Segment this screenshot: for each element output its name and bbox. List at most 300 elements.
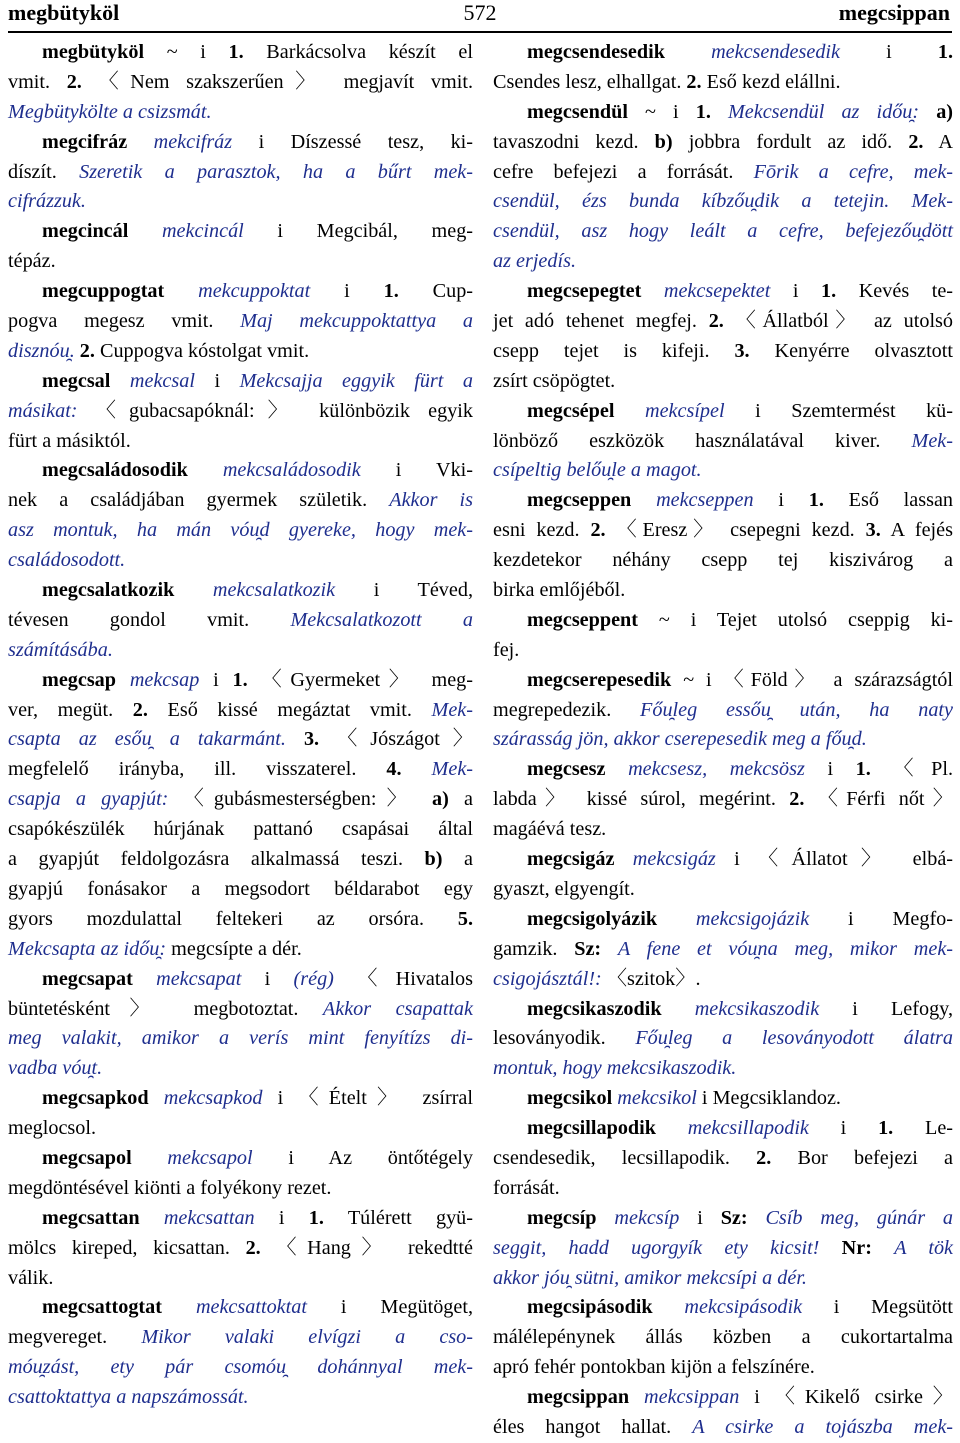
entry-first-line bbox=[8, 1204, 473, 1234]
entry-line bbox=[493, 875, 953, 905]
body-text: gyors mozdulattal feltekeri az orsóra. bbox=[8, 907, 458, 930]
entry-line bbox=[8, 935, 473, 965]
entry-line bbox=[493, 427, 953, 457]
entry-line bbox=[8, 1114, 473, 1144]
entry-first-line bbox=[493, 277, 953, 307]
italic-text: Mekcsalatkozott a bbox=[290, 608, 474, 631]
headword-text: megcsal bbox=[42, 369, 111, 392]
italic-text: mekcifráz bbox=[153, 130, 233, 153]
body-text bbox=[162, 1296, 196, 1318]
body-text: i Szemtermést kü- bbox=[724, 399, 953, 422]
headword-text: 1. bbox=[878, 1117, 894, 1140]
headword-text: megcsesz bbox=[527, 758, 606, 781]
body-text: Cup- bbox=[398, 280, 474, 303]
headword-text: megcsapat bbox=[42, 967, 133, 990]
headword-text: Sz: bbox=[720, 1206, 748, 1229]
body-text: tévesen gondol vmit. bbox=[8, 608, 291, 631]
body-text bbox=[110, 370, 130, 392]
entry-line bbox=[493, 247, 953, 277]
headword-text: megcsattan bbox=[42, 1206, 140, 1229]
entry-line bbox=[8, 158, 473, 188]
body-text bbox=[133, 968, 156, 990]
body-text: Barkácsolva készít el bbox=[243, 41, 473, 63]
body-text: i 〈Kikelő csirke〉 bbox=[739, 1386, 953, 1409]
italic-text: mekcsap bbox=[129, 668, 200, 691]
body-text: Túlérett gyü- bbox=[323, 1206, 473, 1229]
body-text: megvereget. bbox=[8, 1326, 142, 1349]
header-last-headword: megcsippan bbox=[838, 0, 950, 25]
headword-text: 2. bbox=[686, 70, 702, 93]
italic-text: mekcsalatkozik bbox=[212, 579, 336, 602]
headword-text: 2. bbox=[708, 310, 724, 333]
body-text: pogva megesz vmit. bbox=[8, 310, 241, 333]
italic-text: mekcsendesedik bbox=[711, 41, 840, 63]
entry-line bbox=[493, 725, 953, 755]
body-text: i Az öntőtégely bbox=[252, 1146, 473, 1169]
headword-text: 1. bbox=[855, 758, 871, 781]
body-text: gyapjú fonásakor a megsodort béldarabot egy bbox=[8, 877, 473, 900]
entry-line bbox=[493, 307, 953, 337]
italic-text: mekcsípel bbox=[645, 399, 725, 422]
entry-first-line bbox=[8, 965, 473, 995]
body-text: büntetésként〉 megbotoztat. bbox=[8, 997, 323, 1020]
italic-text: mekcsippan bbox=[644, 1386, 740, 1409]
entry-line bbox=[8, 696, 473, 726]
entry-line bbox=[8, 1174, 473, 1204]
headword-text: 2. bbox=[908, 130, 924, 153]
body-text: lönböző eszközök használatával kiver. bbox=[493, 429, 912, 452]
body-text: i Megsütött bbox=[802, 1296, 954, 1319]
body-text: tépáz. bbox=[8, 250, 56, 273]
entry-line bbox=[493, 1054, 953, 1084]
italic-text: Mekcsapta az időu̯: bbox=[8, 937, 167, 960]
body-text bbox=[711, 101, 728, 123]
entry-line bbox=[493, 815, 953, 845]
italic-text: Szeretik a parasztok, ha a bűrt mek- bbox=[79, 160, 473, 183]
italic-text: móu̯zást, ety pár csomóu̯ dohánnyal mek- bbox=[8, 1356, 473, 1379]
body-text bbox=[629, 1386, 644, 1408]
headword-text: 1. bbox=[228, 41, 244, 63]
header-rule bbox=[8, 31, 952, 33]
headword-text: b) bbox=[424, 848, 443, 871]
body-text bbox=[641, 280, 664, 302]
entry-first-line bbox=[8, 367, 473, 397]
entry-line bbox=[493, 1323, 953, 1353]
italic-text: montuk, hogy mekcsikaszodik. bbox=[493, 1057, 737, 1080]
italic-text: számításába. bbox=[8, 638, 113, 661]
body-text: mölcs kireped, kicsattan. bbox=[8, 1236, 246, 1259]
entry-line bbox=[493, 1024, 953, 1054]
body-text: i bbox=[254, 1206, 309, 1229]
italic-text: mekcsal bbox=[129, 369, 195, 392]
entry-line bbox=[493, 576, 953, 606]
italic-text: mekcsipásodik bbox=[684, 1296, 803, 1319]
body-text: i Vki- bbox=[360, 459, 473, 482]
italic-text: vadba vóu̯t. bbox=[8, 1057, 103, 1080]
body-text: megcsípte a dér. bbox=[166, 937, 302, 960]
body-text: zsírt csöpögtet. bbox=[493, 369, 616, 392]
headword-text: megcseppen bbox=[527, 489, 632, 512]
body-text: Kenyérre olvasztott bbox=[749, 339, 953, 362]
italic-text: Főu̯leg a lesoványodott álatra bbox=[635, 1027, 953, 1050]
body-text: A bbox=[923, 130, 954, 153]
body-text: 〈Férfi nőt〉 bbox=[804, 788, 953, 811]
entry-first-line bbox=[8, 666, 473, 696]
body-text: i Megfo- bbox=[809, 907, 954, 930]
entry-line bbox=[493, 217, 953, 247]
headword-text: Sz: bbox=[574, 937, 602, 960]
body-text: ~ i Tejet utolsó cseppig ki- bbox=[638, 608, 953, 631]
entry-first-line bbox=[493, 38, 953, 68]
italic-text: csendül, ézs bunda kíbzőu̯dik a tetejin. Mek- bbox=[493, 190, 953, 213]
headword-text: megcsigáz bbox=[527, 848, 615, 871]
body-text bbox=[164, 280, 198, 302]
body-text: jobbra fordult az idő. bbox=[672, 130, 909, 153]
entry-first-line bbox=[8, 277, 473, 307]
entry-line bbox=[8, 247, 473, 277]
entry-first-line bbox=[493, 397, 953, 427]
entry-line bbox=[8, 486, 473, 516]
headword-text: 1. bbox=[383, 280, 399, 303]
italic-text: mekcincál bbox=[161, 220, 244, 243]
italic-text: Mek- bbox=[431, 758, 474, 781]
entry-first-line bbox=[493, 98, 953, 128]
entry-line bbox=[8, 307, 473, 337]
entry-line bbox=[8, 1323, 473, 1353]
entry-line bbox=[8, 187, 473, 217]
entry-first-line bbox=[493, 1084, 953, 1114]
body-text: fej. bbox=[493, 638, 520, 661]
entry-first-line bbox=[8, 38, 473, 68]
body-text: 〈Hang〉 rekedtté bbox=[260, 1236, 473, 1259]
italic-text: Akkor is bbox=[389, 489, 473, 512]
body-text: éles hangot hallat. bbox=[493, 1415, 693, 1438]
entry-first-line bbox=[493, 845, 953, 875]
entry-line bbox=[8, 1353, 473, 1383]
italic-text: mekcsesz, mekcsösz bbox=[628, 758, 805, 781]
body-text: jet adó tehenet megfej. bbox=[493, 310, 709, 333]
body-text bbox=[286, 728, 304, 750]
italic-text: (rég) bbox=[293, 967, 334, 990]
body-text: gamzik. bbox=[493, 937, 575, 960]
entry-line bbox=[8, 995, 473, 1025]
headword-text: megcsaládosodik bbox=[42, 459, 188, 482]
headword-text: 3. bbox=[865, 519, 881, 542]
body-text: Bor befejezi a bbox=[771, 1146, 953, 1169]
entry-line bbox=[493, 785, 953, 815]
body-text: 〈Jószágot〉 bbox=[319, 728, 473, 751]
headword-text: megcsendül bbox=[527, 100, 628, 123]
italic-text: mekcseppen bbox=[656, 489, 754, 512]
entry-first-line bbox=[493, 1383, 953, 1413]
body-text bbox=[819, 1237, 841, 1259]
entry-line bbox=[493, 1353, 953, 1383]
body-text: Kevés te- bbox=[836, 280, 954, 303]
body-text bbox=[614, 848, 632, 870]
headword-text: b) bbox=[654, 130, 673, 153]
body-text bbox=[127, 131, 153, 153]
body-text bbox=[140, 1207, 164, 1229]
body-text: i Díszessé tesz, ki- bbox=[232, 130, 474, 153]
italic-text: mekcsillapodik bbox=[687, 1117, 809, 1140]
body-text: díszít. bbox=[8, 160, 80, 183]
entry-first-line bbox=[8, 456, 473, 486]
entry-line bbox=[493, 636, 953, 666]
entry-first-line bbox=[493, 486, 953, 516]
headword-text: megcsikaszodik bbox=[527, 997, 662, 1020]
body-text bbox=[605, 758, 628, 780]
body-text: i Megcibál, meg- bbox=[243, 220, 474, 243]
entry-line bbox=[8, 1024, 473, 1054]
entry-first-line bbox=[493, 995, 953, 1025]
italic-text: A csirke a tojászba mek- bbox=[692, 1415, 953, 1438]
body-text: Eső kezd elállni. bbox=[701, 70, 841, 93]
headword-text: 2. bbox=[590, 519, 606, 542]
entry-first-line bbox=[493, 755, 953, 785]
headword-text: megcseppent bbox=[527, 608, 639, 631]
entry-line bbox=[493, 546, 953, 576]
body-text: megrepedezik. bbox=[493, 698, 641, 721]
headword-text: megcsendesedik bbox=[527, 41, 665, 63]
entry-line bbox=[493, 187, 953, 217]
body-text: A fejés bbox=[880, 519, 953, 542]
entry-line bbox=[8, 397, 473, 427]
headword-text: megcsapol bbox=[42, 1146, 132, 1169]
italic-text: mekcsapkod bbox=[163, 1087, 263, 1110]
body-text: 〈gubásmesterségben:〉 bbox=[168, 788, 433, 811]
headword-text: megcserepesedik bbox=[527, 668, 672, 691]
italic-text: Mikor valaki elvígzi a cso- bbox=[141, 1326, 473, 1349]
body-text: 〈Eresz〉 csepegni kezd. bbox=[605, 519, 866, 542]
italic-text: Mekcsendül az időu̯: bbox=[727, 100, 920, 123]
body-text bbox=[149, 1087, 164, 1109]
body-text: Eső kissé megáztat vmit. bbox=[147, 698, 432, 721]
body-text: válik. bbox=[8, 1266, 54, 1289]
body-text: i bbox=[840, 41, 938, 63]
body-text: 〈gubacsapóknál:〉 különbözik egyik bbox=[77, 399, 473, 422]
body-text: Le- bbox=[893, 1117, 954, 1140]
entry-first-line bbox=[493, 666, 953, 696]
entry-line bbox=[493, 456, 953, 486]
body-text: lesoványodik. bbox=[493, 1027, 636, 1050]
body-text: ~ i 〈Föld〉 a szárazságtól bbox=[671, 668, 953, 691]
body-text: i bbox=[310, 280, 384, 303]
headword-text: megcsikol bbox=[527, 1087, 613, 1110]
body-text: i 〈Állatot〉 elbá- bbox=[715, 848, 954, 871]
body-text: Cuppogva kóstolgat vmit. bbox=[94, 339, 310, 362]
headword-text: megcuppogtat bbox=[42, 280, 165, 303]
entry-first-line bbox=[8, 1293, 473, 1323]
body-text bbox=[662, 998, 695, 1020]
body-text: 〈Gyermeket〉 meg- bbox=[247, 668, 473, 691]
body-text bbox=[614, 400, 645, 422]
italic-text: Mek- bbox=[431, 698, 473, 721]
headword-text: megcsíp bbox=[527, 1206, 597, 1229]
entry-line bbox=[8, 785, 473, 815]
body-text bbox=[601, 938, 618, 960]
italic-text: csapja a gyapjút: bbox=[8, 788, 169, 811]
body-text bbox=[919, 101, 936, 123]
headword-text: 2. bbox=[789, 788, 805, 811]
headword-text: 2. bbox=[79, 339, 95, 362]
headword-text: 5. bbox=[457, 907, 473, 930]
headword-text: megbütyköl bbox=[42, 41, 145, 63]
entry-first-line bbox=[8, 217, 473, 247]
headword-text: megcincál bbox=[42, 220, 129, 243]
italic-text: mekcsíp bbox=[614, 1206, 680, 1229]
entry-line bbox=[8, 875, 473, 905]
body-text: labda〉 kissé súrol, megérint. bbox=[493, 788, 790, 811]
italic-text: mekcsapat bbox=[156, 967, 242, 990]
entry-line bbox=[8, 905, 473, 935]
entry-line bbox=[493, 68, 953, 98]
entry-line bbox=[8, 845, 473, 875]
body-text: i bbox=[770, 280, 822, 303]
body-text: a bbox=[448, 788, 473, 811]
italic-text: mekcsikol bbox=[617, 1087, 697, 1110]
body-text: i Megütöget, bbox=[306, 1296, 474, 1319]
headword-text: a) bbox=[432, 788, 449, 811]
body-text: i bbox=[808, 1117, 879, 1140]
italic-text: mekcsapol bbox=[167, 1146, 253, 1169]
body-text bbox=[116, 669, 130, 691]
headword-text: megcsipásodik bbox=[527, 1296, 653, 1319]
body-text: Eső lassan bbox=[823, 489, 954, 512]
headword-text: megcsap bbox=[42, 668, 117, 691]
headword-text: megcsigolyázik bbox=[527, 907, 658, 930]
headword-text: 1. bbox=[808, 489, 824, 512]
entry-first-line bbox=[8, 128, 473, 158]
italic-text: Csíb meg, gúnár a bbox=[765, 1206, 954, 1229]
body-text: málélepénynek állás közben a cukortartalma bbox=[493, 1326, 953, 1349]
italic-text: mekcsaládosodik bbox=[222, 459, 361, 482]
body-text: megfelelő irányba, ill. visszaterel. bbox=[8, 758, 387, 781]
body-text: 〈szitok〉. bbox=[601, 967, 701, 990]
body-text: i bbox=[679, 1206, 721, 1229]
body-text: ~ i bbox=[627, 100, 696, 123]
body-text: esni kezd. bbox=[493, 519, 591, 542]
headword-text: megcsippan bbox=[527, 1386, 630, 1409]
entry-line bbox=[493, 696, 953, 726]
entry-line bbox=[8, 516, 473, 546]
headword-text: Nr: bbox=[841, 1236, 872, 1259]
entry-line bbox=[493, 1174, 953, 1204]
body-text: i bbox=[804, 758, 856, 781]
body-text bbox=[402, 758, 432, 780]
entry-line bbox=[493, 935, 953, 965]
body-text: forrását. bbox=[493, 1176, 560, 1199]
body-text: i bbox=[753, 489, 809, 512]
entry-line bbox=[8, 815, 473, 845]
body-text: fürt a másiktól. bbox=[8, 429, 131, 452]
headword-text: 2. bbox=[245, 1236, 261, 1259]
body-text: csepp tejet is kifeji. bbox=[493, 339, 735, 362]
body-text: 〈Nem szakszerűen〉 megjavít vmit. bbox=[81, 70, 473, 93]
entry-first-line bbox=[493, 1114, 953, 1144]
italic-text: mekcsepektet bbox=[663, 280, 771, 303]
headword-text: 1. bbox=[937, 41, 954, 63]
body-text bbox=[132, 1147, 168, 1169]
entry-line bbox=[493, 337, 953, 367]
entry-line bbox=[8, 546, 473, 576]
italic-text: Mek- bbox=[911, 429, 953, 452]
entry-line bbox=[493, 1413, 953, 1443]
body-text: kezdetekor néhány csepp tej kiszivárog a bbox=[493, 549, 953, 572]
headword-text: megcsalatkozik bbox=[42, 579, 175, 602]
italic-text: seggit, hadd ugorgyík ety kicsit! bbox=[493, 1236, 820, 1259]
page-number: 572 bbox=[463, 0, 497, 25]
headword-text: megcsepegtet bbox=[527, 280, 642, 303]
entry-line bbox=[493, 516, 953, 546]
body-text: nek a családjában gyermek születik. bbox=[8, 489, 390, 512]
body-text: a gyapjút feldolgozásra alkalmassá teszi. bbox=[8, 848, 425, 871]
entry-first-line bbox=[8, 576, 473, 606]
italic-text: az erjedís. bbox=[493, 250, 576, 273]
headword-text: 1. bbox=[308, 1206, 324, 1229]
italic-text: disznóu̯. bbox=[8, 339, 75, 362]
body-text: Csendes lesz, elhallgat. bbox=[493, 70, 687, 93]
body-text: gyaszt, elgyengít. bbox=[493, 877, 635, 900]
body-text: i bbox=[199, 668, 233, 691]
body-text: i Lefogy, bbox=[819, 997, 954, 1020]
headword-text: megcifráz bbox=[42, 130, 128, 153]
headword-text: megcsattogtat bbox=[42, 1296, 162, 1319]
italic-text: mekcsattoktat bbox=[195, 1296, 307, 1319]
header-first-headword: megbütyköl bbox=[8, 0, 120, 25]
italic-text: Főu̯leg essőu̯ után, ha naty bbox=[640, 698, 953, 721]
entry-line bbox=[8, 1054, 473, 1084]
italic-text: csapta az esőu̯ a takarmánt. bbox=[8, 728, 286, 751]
headword-text: 3. bbox=[303, 728, 320, 751]
body-text: 〈Állatból〉 az utolsó bbox=[723, 310, 953, 333]
entry-line bbox=[493, 1264, 953, 1294]
body-text: i Megcsiklandoz. bbox=[696, 1087, 841, 1110]
entry-line bbox=[8, 427, 473, 457]
body-text: 〈Hivatalos bbox=[333, 967, 474, 990]
entry-line bbox=[493, 965, 953, 995]
italic-text: mekcsikaszodik bbox=[694, 997, 820, 1020]
headword-text: 4. bbox=[386, 758, 402, 781]
entry-line bbox=[493, 1144, 953, 1174]
right-column bbox=[493, 38, 953, 1443]
entry-line bbox=[8, 1264, 473, 1294]
body-text bbox=[653, 1296, 685, 1318]
italic-text: Akkor csapattak bbox=[322, 997, 473, 1020]
body-text: ~ i bbox=[144, 41, 229, 63]
entry-first-line bbox=[8, 1084, 473, 1114]
italic-text: csigojásztál!: bbox=[493, 967, 602, 990]
entry-line bbox=[8, 1383, 473, 1413]
entry-line bbox=[8, 725, 473, 755]
italic-text: Megbütykölte a csizsmát. bbox=[8, 100, 212, 123]
italic-text: asz montuk, ha mán vóu̯d gyereke, hogy mek- bbox=[8, 519, 473, 542]
body-text bbox=[188, 459, 223, 481]
entry-line bbox=[8, 1234, 473, 1264]
entry-line bbox=[8, 636, 473, 666]
body-text bbox=[656, 1117, 688, 1139]
italic-text: másikat: bbox=[8, 399, 78, 422]
entry-first-line bbox=[493, 905, 953, 935]
entry-line bbox=[493, 1234, 953, 1264]
body-text: 〈Pl. bbox=[870, 758, 954, 781]
italic-text: csattoktattya a napszámossát. bbox=[8, 1386, 249, 1409]
body-text: csendesedik, lecsillapodik. bbox=[493, 1146, 757, 1169]
entry-line bbox=[8, 98, 473, 128]
entry-first-line bbox=[8, 1144, 473, 1174]
headword-text: 2. bbox=[132, 698, 148, 721]
entry-line bbox=[8, 68, 473, 98]
headword-text: 3. bbox=[734, 339, 750, 362]
